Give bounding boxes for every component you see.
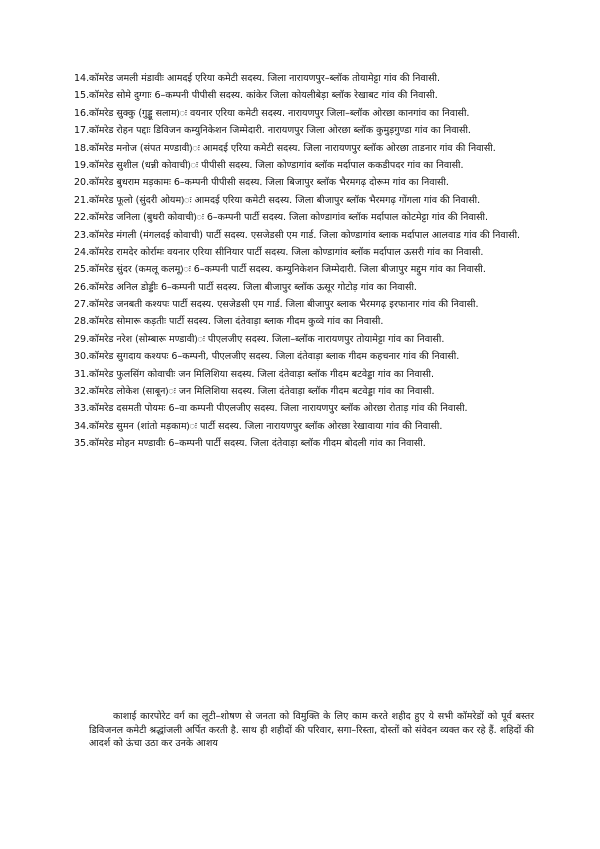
item-number: 22. (74, 212, 90, 224)
item-text: कॉमरेड जनबती कश्यपः पार्टी सदस्य. एसजेडसी एम गार्ड. जिला बीजापुर ब्लाक भैरमगढ़ इरफानार गांव की निवासी. (89, 299, 479, 311)
item-text: कॉमरेड सुंदर (कमलू कलमू)ः 6–कम्पनी पार्टी सदस्य. कम्युनिकेशन जिम्मेदारी. जिला बीजापुर मद्दुम गांव का निवासी. (89, 264, 486, 276)
list-item (74, 246, 534, 260)
item-number: 15. (74, 90, 90, 102)
item-text: कॉमरेड लोकेश (साबून)ः जन मिलिशिया सदस्य. जिला दंतेवाड़ा ब्लॉक गीदम बटवेड्डा गांव का निवासी. (89, 386, 435, 398)
list-item (74, 298, 534, 312)
item-text: कॉमरेड सुशील (धन्नी कोवाची)ः पीपीसी सदस्य. जिला कोण्डागांव ब्लॉक मर्दापाल ककडीपदर गांव का निवासी. (89, 159, 464, 171)
item-text: कॉमरेड मंगली (मंगलदई कोवाची) पार्टी सदस्य. एसजेडसी एम गार्ड. जिला कोण्डागांव ब्लाक मर्दापाल आलवाड गांव की निवासी. (89, 229, 521, 241)
list-item (74, 211, 534, 225)
item-text: कॉमरेड मनोज (संपत मण्डावी)ः आमदई एरिया कमेटी सदस्य. जिला नारायणपुर ब्लॉक ओरछा ताडनार गांव की निवासी. (89, 142, 496, 154)
item-number: 19. (74, 159, 90, 171)
list-item (74, 315, 534, 329)
list-item (74, 385, 534, 399)
list-item (74, 72, 534, 86)
item-number: 26. (74, 281, 90, 293)
list-item (74, 350, 534, 364)
list-item (74, 176, 534, 190)
item-number: 27. (74, 299, 90, 311)
list-item (74, 142, 534, 156)
item-text: कॉमरेड मोहन मण्डावीः 6–कम्पनी पार्टी सदस्य. जिला दंतेवाड़ा ब्लॉक गीदम बोदली गांव का निवासी. (89, 438, 426, 450)
list-item (74, 333, 534, 347)
closing-paragraph: काशाई कारपोरेट वर्ग का लूटी–शोषण से जनता को विमुक्ति के लिए काम करते शहीद हुए ये सभी कॉमरेडों को पूर्व बस्तर डिविजनल कमेटी श्रद्धांजली अर्पित करती है. साथ ही शहीदों की परिवार, सगा–रिस्ता, दोस्तों को संवेदन व्यक्त कर रहे हैं. शहिदों की आदर्श को ऊंचा उठा कर उनके आशय (89, 711, 534, 749)
list-item (74, 229, 534, 243)
list-item (74, 194, 534, 208)
item-text: कॉमरेड बुधराम मड़कामः 6–कम्पनी पीपीसी सदस्य. जिला बिजापुर ब्लॉक भैरमगढ़ दोरूम गांव का निवासी. (89, 177, 449, 189)
list-item (74, 420, 534, 434)
list-item (74, 368, 534, 382)
list-item (74, 159, 534, 173)
item-text: कॉमरेड दसमती पोयमः 6–वा कम्पनी पीएलजीए सदस्य. जिला नारायणपुर ब्लॉक ओरछा रोताड़ गांव की निवासी. (89, 403, 468, 415)
item-text: कॉमरेड जनिला (बुधरी कोवाची)ः 6–कम्पनी पार्टी सदस्य. जिला कोण्डागांव ब्लॉक मर्दापाल कोटमेट्टा गांव की निवासी. (89, 212, 488, 224)
item-number: 25. (74, 264, 90, 276)
item-number: 31. (74, 368, 90, 380)
item-number: 17. (74, 125, 90, 137)
item-number: 29. (74, 333, 90, 345)
item-number: 28. (74, 316, 90, 328)
item-number: 34. (74, 420, 90, 432)
list-item (74, 124, 534, 138)
item-number: 32. (74, 386, 90, 398)
list-item (74, 107, 534, 121)
item-number: 33. (74, 403, 90, 415)
item-number: 14. (74, 73, 90, 84)
item-text: कॉमरेड नरेश (सोम्बारू मण्डावी)ः पीएलजीए सदस्य. जिला–ब्लॉक नारायणपुर तोयामेट्टा गांव का निवासी. (89, 333, 445, 345)
item-text: कॉमरेड सोमारू कड़तीः पार्टी सदस्य. जिला दंतेवाड़ा ब्लाक गीदम कुव्वे गांव का निवासी. (89, 316, 384, 328)
item-number: 20. (74, 177, 90, 189)
list-item (74, 437, 534, 451)
item-number: 23. (74, 229, 90, 241)
list-item (74, 402, 534, 416)
item-text: कॉमरेड सुमन (शांतो मड़काम)ः पार्टी सदस्य. जिला नारायणपुर ब्लॉक ओरछा रेखावाया गांव की निवासी. (89, 420, 443, 432)
martyrs-list (74, 72, 534, 455)
item-number: 18. (74, 142, 90, 154)
item-number: 21. (74, 194, 90, 206)
item-text: कॉमरेड सोमे दुग्गाः 6–कम्पनी पीपीसी सदस्य. कांकेर जिला कोयलीबेड़ा ब्लॉक रेखाबट गांव की निवासी. (89, 90, 438, 102)
item-text: कॉमरेड सुक्कु (गुड्डू सलाम)ः वयनार एरिया कमेटी सदस्य. नारायणपुर जिला–ब्लॉक ओरछा कानगांव का निवासी. (89, 107, 470, 119)
list-item (74, 263, 534, 277)
item-number: 24. (74, 246, 90, 258)
item-text: कॉमरेड फुलसिंग कोवाचीः जन मिलिशिया सदस्य. जिला दंतेवाड़ा ब्लॉक गीदम बटवेड्डा गांव का निवासी. (89, 368, 435, 380)
list-item (74, 281, 534, 295)
item-text: कॉमरेड फूलो (सुंदरी ओयम)ः आमदई एरिया कमेटी सदस्य. जिला बीजापुर ब्लॉक भैरमगढ़ गोंगला गांव की निवासी. (89, 194, 481, 206)
item-text: कॉमरेड रामदेर कोर्रामः वयनार एरिया सीनियार पार्टी सदस्य. जिला कोण्डागांव ब्लॉक मर्दापाल ऊसरी गांव का निवासी. (89, 246, 484, 258)
item-number: 30. (74, 351, 90, 363)
item-text: कॉमरेड रोहन पद्दाः डिविजन कम्युनिकेशन जिम्मेदारी. नारायणपुर जिला ओरछा ब्लॉक कुमुड़गुण्डा गांव का निवासी. (89, 125, 471, 137)
item-number: 35. (74, 438, 90, 450)
list-item (74, 89, 534, 103)
item-text: कॉमरेड जमली मंडावीः आमदई एरिया कमेटी सदस्य. जिला नारायणपुर–ब्लॉक तोयामेट्टा गांव की निवासी. (89, 73, 440, 84)
item-text: कॉमरेड अनिल डोड्डीः 6–कम्पनी पार्टी सदस्य. जिला बीजापुर ब्लॉक ऊसूर गोटोड़ गांव का निवासी. (89, 281, 417, 293)
item-text: कॉमरेड सुगदाय कश्यपः 6–कम्पनी, पीएलजीए सदस्य. जिला दंतेवाड़ा ब्लाक गीदम कहचनार गांव की निवासी. (89, 351, 460, 363)
item-number: 16. (74, 107, 90, 119)
